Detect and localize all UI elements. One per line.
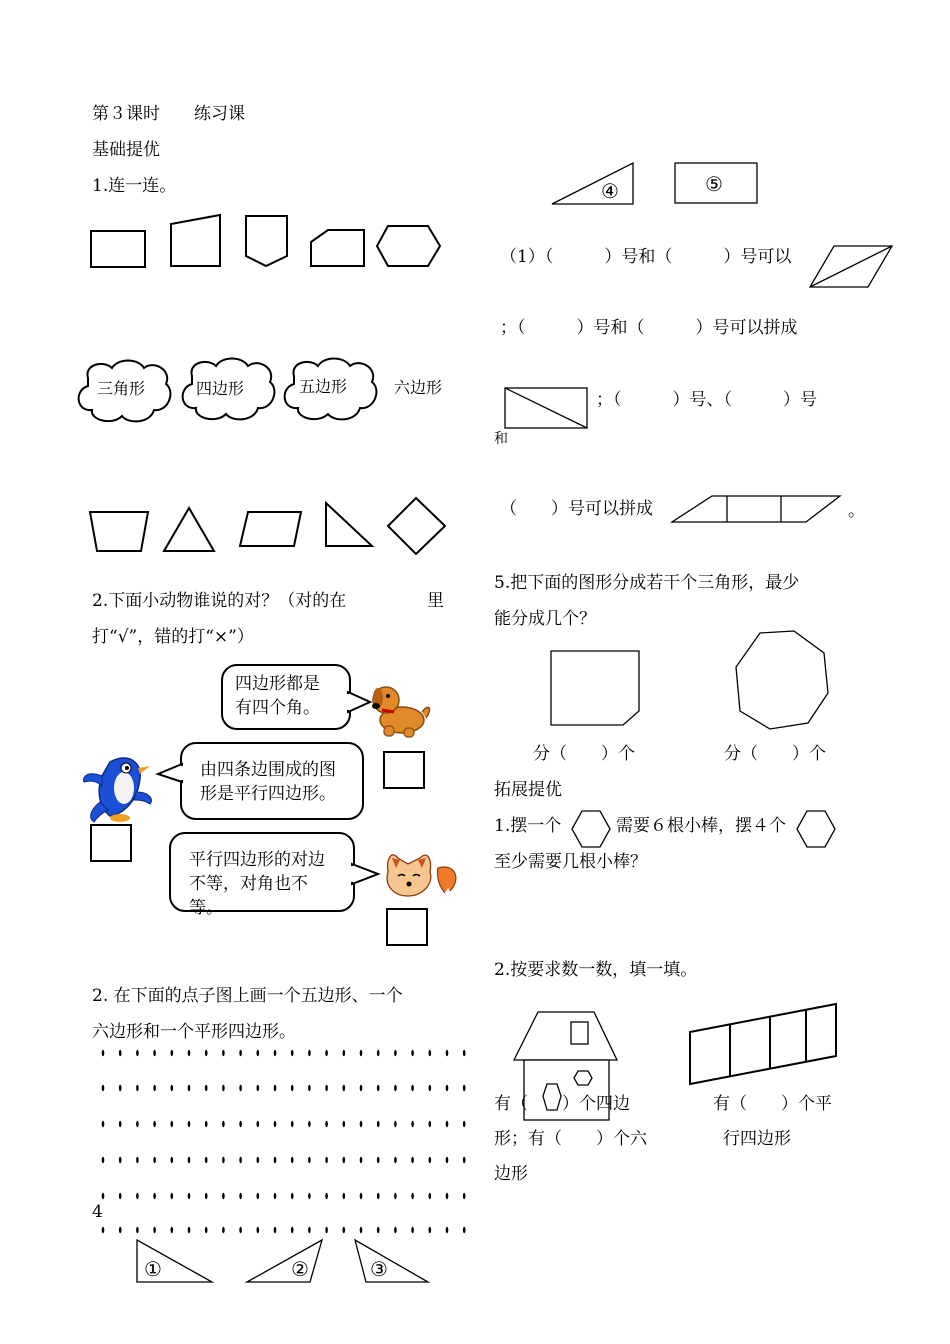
section-ext: 拓展提优 [494, 780, 562, 800]
lesson-number: 第３课时 [92, 104, 160, 124]
ext2-right-line2: 行四边形 [723, 1129, 791, 1149]
q4-line3-trail: 和 [494, 431, 508, 447]
ext1-part-b: 需要６根小棒，摆４个 [616, 816, 786, 836]
section-basic: 基础提优 [92, 140, 160, 160]
ext1-part-a: 1.摆一个 [494, 816, 562, 836]
ext2-left-line3: 边形 [494, 1164, 528, 1184]
piece-3-label: ③ [370, 1257, 388, 1281]
ext2-left-line1: 有（ ）个四边 [494, 1094, 630, 1114]
piece-5-label: ⑤ [705, 172, 723, 196]
q4-line1: （1）（ ）号和（ ）号可以 [500, 247, 792, 267]
q4-line4: （ ）号可以拼成 [500, 499, 653, 519]
speech-bird-line1: 由四条边围成的图 [200, 760, 336, 780]
q5-title-a: 5.把下面的图形分成若干个三角形，最少 [494, 573, 800, 593]
speech-dog-line1: 四边形都是 [235, 674, 320, 694]
q2-title-a-end: 里 [427, 591, 444, 611]
q5-answer-2: 分（ ）个 [724, 744, 826, 764]
label-hexagon: 六边形 [394, 378, 443, 397]
q4-line2: ；（ ）号和（ ）号可以拼成 [500, 318, 798, 338]
piece-2-label: ② [291, 1257, 309, 1281]
ext2-left-line2: 形；有（ ）个六 [494, 1129, 647, 1149]
q4-line4-end: 。 [848, 501, 865, 521]
speech-fox-line1: 平行四边形的对边 [189, 850, 325, 870]
lesson-type: 练习课 [194, 104, 245, 124]
q4-line3: ；（ ）号、（ ）号 [596, 390, 817, 410]
cloud-label-pentagon: 五边形 [299, 377, 348, 396]
piece-1-label: ① [144, 1257, 162, 1281]
q5-title-b: 能分成几个？ [494, 609, 596, 629]
ext2-title: 2.按要求数一数，填一填。 [494, 960, 698, 980]
ext2-right-line1: 有（ ）个平 [713, 1094, 832, 1114]
ext1-part-c: 至少需要几根小棒？ [494, 852, 647, 872]
speech-dog-line2: 有四个角。 [235, 698, 320, 718]
q1-title: 1.连一连。 [92, 176, 177, 196]
speech-fox-line2: 不等，对角也不等。 [189, 874, 308, 918]
cloud-label-triangle: 三角形 [97, 379, 146, 398]
q4-number: 4 [92, 1202, 103, 1222]
piece-4-label: ④ [601, 179, 619, 203]
q3-title-a: 2. 在下面的点子图上画一个五边形、一个 [92, 986, 403, 1006]
speech-bird-line2: 形是平行四边形。 [200, 784, 336, 804]
q2-title-b: 打“√”，错的打“×”） [92, 627, 254, 647]
q2-title-a: 2.下面小动物谁说的对？（对的在 [92, 591, 347, 611]
cloud-label-quadrilateral: 四边形 [196, 379, 245, 398]
q3-title-b: 六边形和一个平形四边形。 [92, 1022, 296, 1042]
q5-answer-1: 分（ ）个 [533, 744, 635, 764]
